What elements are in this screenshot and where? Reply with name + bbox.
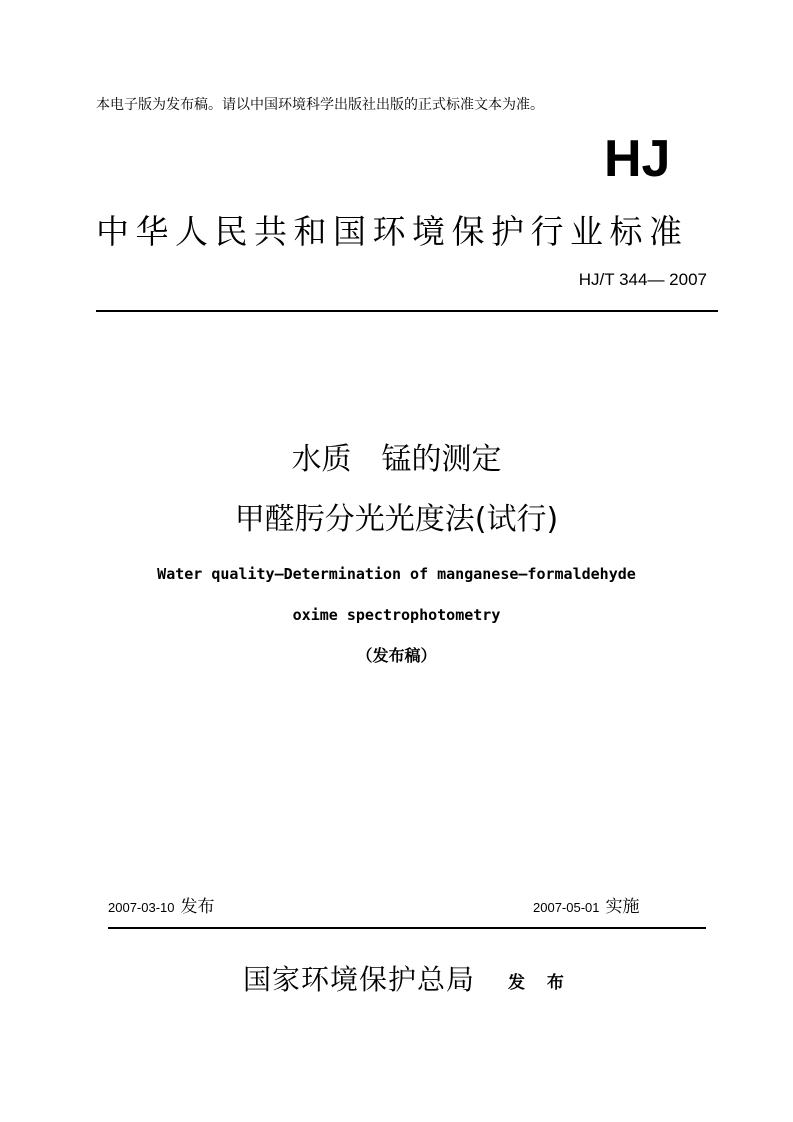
issue-date: 2007-03-10	[108, 900, 175, 915]
publish-label: 发 布	[508, 973, 572, 993]
document-title-line2: 甲醛肟分光光度法(试行)	[234, 502, 559, 537]
standard-type-title: 中华人民共和国环境保护行业标准	[96, 212, 689, 251]
publisher-name: 国家环境保护总局	[243, 963, 476, 996]
hj-logo: HJ	[604, 130, 671, 188]
document-title-line1	[0, 440, 793, 480]
electronic-version-notice: 本电子版为发布稿。请以中国环境科学出版社出版的正式标准文本为准。	[96, 97, 544, 113]
implement-date-block	[533, 895, 640, 920]
english-title-line1: Water quality—Determination of manganese—formaldehyde	[157, 565, 636, 583]
implement-label: 实施	[605, 897, 640, 917]
title-topic: 锰的测定	[381, 442, 502, 477]
standard-code: HJ/T 344— 2007	[578, 270, 707, 289]
bottom-divider	[108, 927, 706, 929]
implement-date: 2007-05-01	[533, 900, 600, 915]
issue-label: 发布	[180, 897, 215, 917]
top-divider	[96, 310, 718, 312]
draft-label: （发布稿）	[356, 646, 437, 665]
issue-date-block	[108, 895, 215, 920]
english-title-line2: oxime spectrophotometry	[292, 606, 501, 624]
title-subject: 水质	[291, 442, 352, 477]
